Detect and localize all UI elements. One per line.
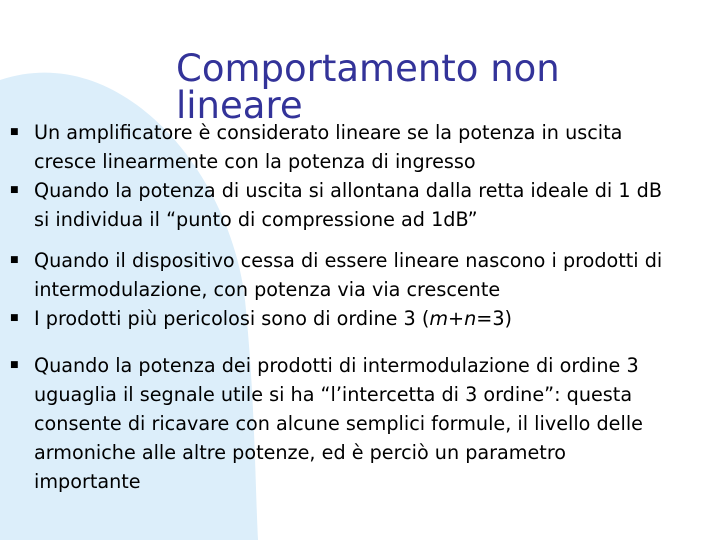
- bullet-2-line-1: Quando la potenza di uscita si allontana dalla retta ideale di 1 dB: [34, 179, 662, 202]
- variable-m: m: [429, 307, 449, 330]
- bullet-5-line-4: armoniche alle altre potenze, ed è perciò un parametro: [34, 441, 567, 464]
- bullet-1-line-2: cresce linearmente con la potenza di ingresso: [34, 150, 476, 173]
- bullet-5-line-5: importante: [34, 470, 141, 493]
- bullet-5-line-3: consente di ricavare con alcune semplici formule, il livello delle: [34, 412, 643, 435]
- bullet-2-line-2: si individua il “punto di compressione ad 1dB”: [34, 208, 478, 231]
- bullet-5-line-2: uguaglia il segnale utile si ha “l’intercetta di 3 ordine”: questa: [34, 383, 633, 406]
- bullet-5-line-1: Quando la potenza dei prodotti di intermodulazione di ordine 3: [34, 354, 639, 377]
- bullet-marker-icon: ■: [10, 255, 19, 265]
- variable-n: n: [464, 307, 477, 330]
- bullet-item-5: [0, 351, 720, 496]
- bullet-list: [0, 118, 720, 496]
- bullet-4-text-before: I prodotti più pericolosi sono di ordine 3 (: [34, 307, 430, 330]
- bullet-4-text-after: =3): [476, 307, 513, 330]
- plus-sign: +: [448, 307, 465, 330]
- bullet-marker-icon: ■: [10, 127, 19, 137]
- bullet-marker-icon: ■: [10, 360, 19, 370]
- bullet-item-2: [0, 176, 720, 234]
- slide-title: Comportamento non lineare: [176, 47, 560, 127]
- bullet-3-line-2: intermodulazione, con potenza via via crescente: [34, 278, 501, 301]
- bullet-marker-icon: ■: [10, 313, 19, 323]
- bullet-item-1: [0, 118, 720, 176]
- bullet-item-3: [0, 246, 720, 304]
- bullet-1-line-1: Un amplificatore è considerato lineare se la potenza in uscita: [34, 121, 623, 144]
- bullet-marker-icon: ■: [10, 185, 19, 195]
- bullet-3-line-1: Quando il dispositivo cessa di essere lineare nascono i prodotti di: [34, 249, 663, 272]
- bullet-item-4: [0, 304, 720, 333]
